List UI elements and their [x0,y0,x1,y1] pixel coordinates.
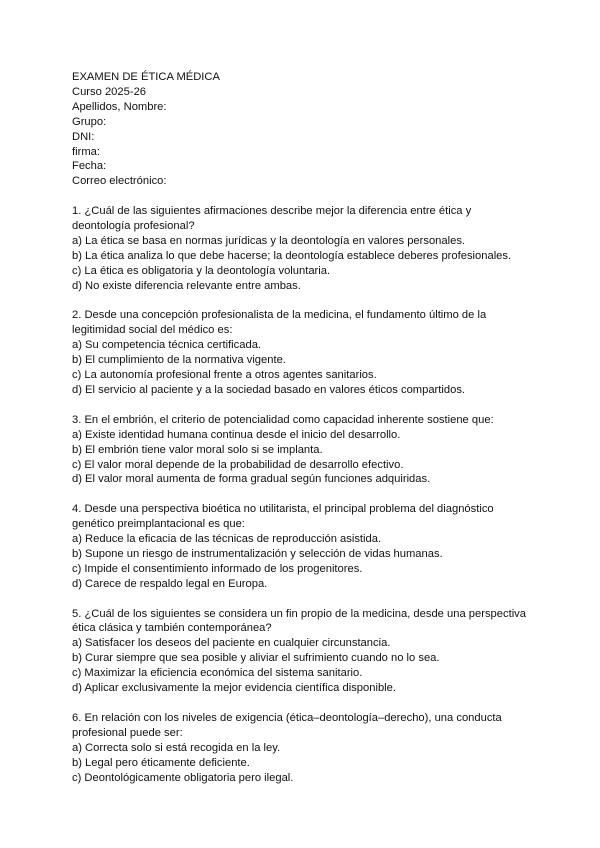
answer-option: a) Existe identidad humana continua desde el inicio del desarrollo. [72,428,401,441]
answer-option: a) Reduce la eficacia de las técnicas de reproducción asistida. [72,533,382,546]
question-6 [72,711,542,786]
field-email: Correo electrónico: [72,175,167,188]
question-stem: ética clásica y también contemporánea? [72,622,272,635]
exam-title: EXAMEN DE ÉTICA MÉDICA [72,71,220,83]
answer-option: a) Su competencia técnica certificada. [72,339,262,352]
answer-option: c) Impide el consentimiento informado de los progenitores. [72,562,363,575]
answer-option: d) Carece de respaldo legal en Europa. [72,577,268,590]
field-name: Apellidos, Nombre: [72,100,167,113]
question-stem: 5. ¿Cuál de los siguientes se considera un fin propio de la medicina, desde una perspectiva [72,607,526,620]
question-stem: 1. ¿Cuál de las siguientes afirmaciones describe mejor la diferencia entre ética y [72,205,472,218]
field-group: Grupo: [72,115,107,128]
field-signature: firma: [72,145,100,158]
answer-option: c) Deontológicamente obligatoria pero ilegal. [72,771,294,784]
answer-option: b) La ética analiza lo que debe hacerse; la deontología establece deberes profesionales. [72,249,512,262]
exam-header [72,70,542,189]
question-stem: legitimidad social del médico es: [72,324,233,337]
exam-document [72,70,542,800]
answer-option: b) El embrión tiene valor moral solo si se implanta. [72,443,323,456]
question-2 [72,308,542,397]
answer-option: c) La ética es obligatoria y la deontología voluntaria. [72,264,331,277]
answer-option: d) El servicio al paciente y a la sociedad basado en valores éticos compartidos. [72,384,466,396]
field-dni: DNI: [72,130,95,143]
answer-option: b) Supone un riesgo de instrumentalización y selección de vidas humanas. [72,547,443,560]
answer-option: d) El valor moral aumenta de forma gradual según funciones adquiridas. [72,473,431,486]
question-stem: genético preimplantacional es que: [72,518,245,531]
answer-option: a) La ética se basa en normas jurídicas y la deontología en valores personales. [72,234,466,247]
answer-option: b) Legal pero éticamente deficiente. [72,756,250,769]
answer-option: c) La autonomía profesional frente a otros agentes sanitarios. [72,369,377,382]
question-stem: 6. En relación con los niveles de exigencia (ética–deontología–derecho), una conducta [72,711,502,724]
question-stem: deontología profesional? [72,220,195,233]
answer-option: b) Curar siempre que sea posible y aliviar el sufrimiento cuando no lo sea. [72,652,440,665]
question-stem: 3. En el embrión, el criterio de potencialidad como capacidad inherente sostiene que: [72,413,494,426]
course-label: Curso 2025-26 [72,85,147,98]
field-date: Fecha: [72,160,107,173]
answer-option: a) Satisfacer los deseos del paciente en cualquier circunstancia. [72,637,391,650]
answer-option: b) El cumplimiento de la normativa vigente. [72,354,286,367]
question-3 [72,413,542,488]
question-stem: 2. Desde una concepción profesionalista de la medicina, el fundamento último de la [72,309,487,322]
answer-option: d) No existe diferencia relevante entre ambas. [72,279,301,292]
question-1 [72,204,542,293]
answer-option: c) Maximizar la eficiencia económica del sistema sanitario. [72,667,363,680]
question-5 [72,607,542,696]
answer-option: c) El valor moral depende de la probabilidad de desarrollo efectivo. [72,458,404,471]
question-stem: 4. Desde una perspectiva bioética no utilitarista, el principal problema del diagnóstico [72,503,494,516]
answer-option: a) Correcta solo si está recogida en la ley. [72,741,281,754]
answer-option: d) Aplicar exclusivamente la mejor evidencia científica disponible. [72,682,396,695]
question-stem: profesional puede ser: [72,726,183,739]
question-4 [72,502,542,591]
